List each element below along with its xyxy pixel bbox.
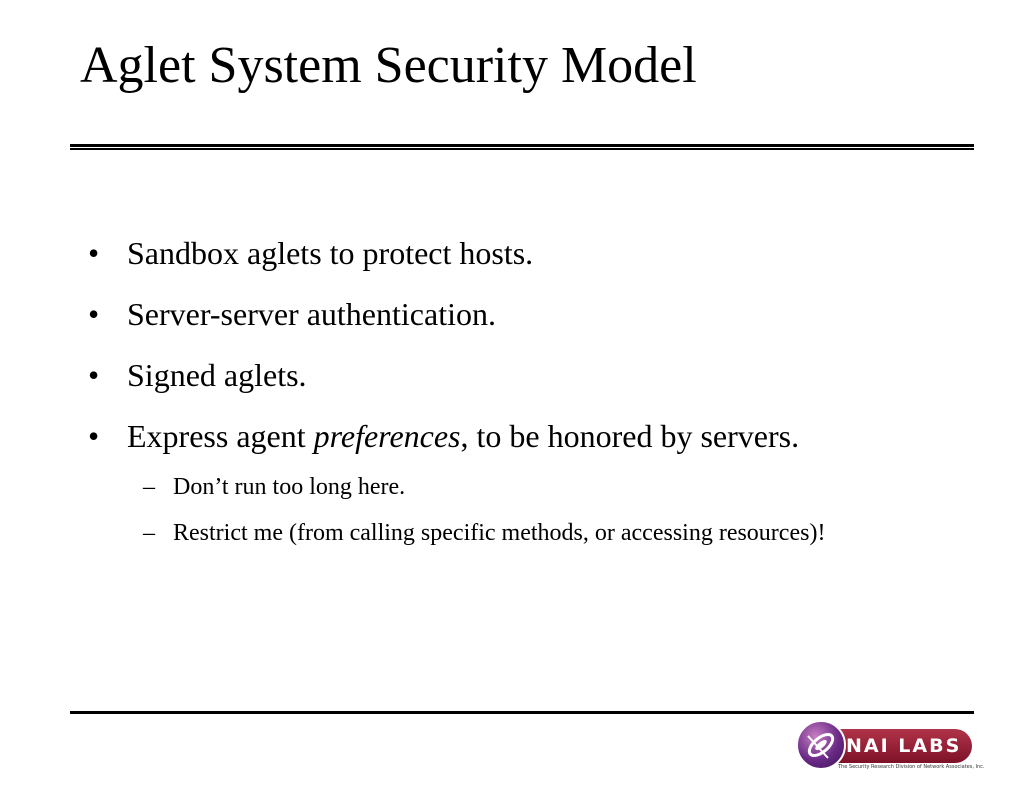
bullet-item bbox=[88, 291, 968, 337]
bullet-item bbox=[88, 352, 968, 398]
bullet-text: Signed aglets. bbox=[127, 357, 307, 393]
sub-bullet-marker: – bbox=[143, 520, 155, 546]
bullet-item bbox=[88, 413, 968, 459]
logo-name: NAI LABS bbox=[846, 735, 962, 757]
bullet-text-start: Express agent bbox=[127, 418, 314, 454]
footer-divider bbox=[70, 711, 974, 714]
bullet-marker: • bbox=[88, 296, 100, 332]
sub-bullet-text: Restrict me (from calling specific methods, or accessing resources)! bbox=[173, 520, 826, 546]
bullet-text: Sandbox aglets to protect hosts. bbox=[127, 235, 534, 271]
bullet-marker: • bbox=[88, 235, 100, 271]
logo-tagline: The Security Research Division of Network Associates, Inc. bbox=[838, 764, 985, 770]
slide-title: Aglet System Security Model bbox=[80, 37, 697, 94]
bullet-text-emphasis: preferences bbox=[313, 418, 461, 454]
bullet-item bbox=[88, 230, 968, 276]
bullet-list bbox=[88, 230, 968, 474]
sub-bullet-item bbox=[143, 516, 843, 550]
logo-emblem-icon bbox=[796, 720, 846, 770]
bullet-marker: • bbox=[88, 418, 100, 454]
sub-bullet-marker: – bbox=[143, 474, 155, 500]
title-divider bbox=[70, 144, 974, 150]
bullet-text: Server-server authentication. bbox=[127, 296, 496, 332]
sub-bullet-text: Don’t run too long here. bbox=[173, 474, 406, 500]
sub-bullet-list bbox=[143, 470, 843, 562]
bullet-marker: • bbox=[88, 357, 100, 393]
nai-labs-logo bbox=[796, 720, 985, 776]
bullet-text-end: , to be honored by servers. bbox=[460, 418, 800, 454]
sub-bullet-item bbox=[143, 470, 843, 504]
